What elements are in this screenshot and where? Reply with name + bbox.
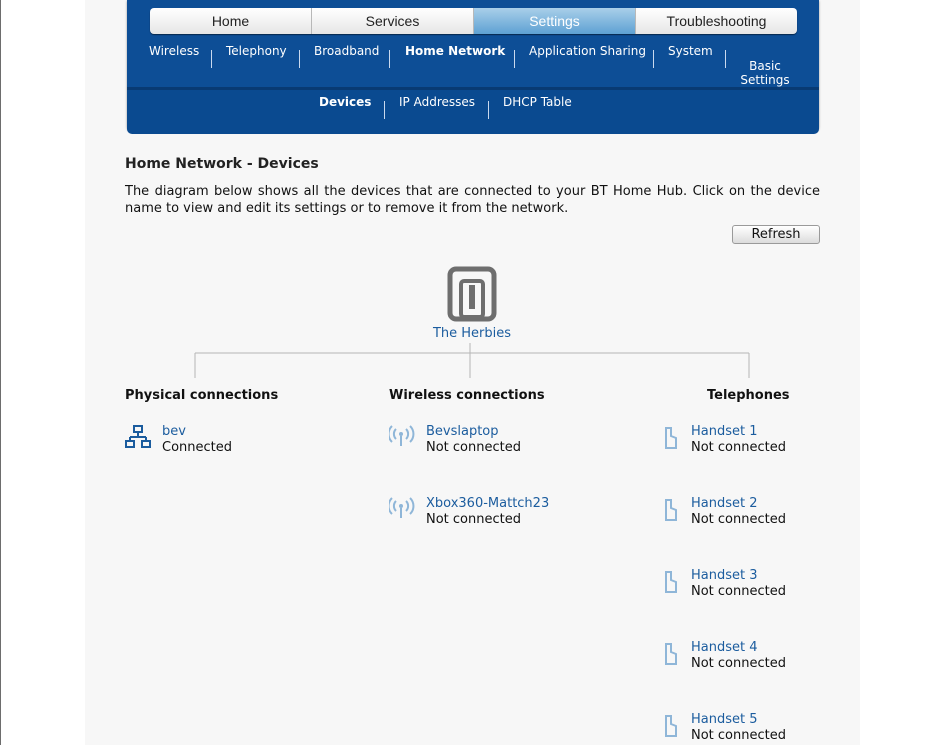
subnav-separator	[211, 50, 212, 68]
handset-icon	[654, 712, 680, 738]
subnav-separator	[514, 50, 515, 68]
subtab-wireless[interactable]: Wireless	[149, 44, 200, 58]
tab-services[interactable]: Services	[312, 8, 474, 34]
physical-connections-heading: Physical connections	[125, 388, 279, 403]
device-name-link[interactable]: Xbox360-Mattch23	[426, 496, 550, 511]
refresh-button[interactable]: Refresh	[732, 225, 820, 244]
subtab-devices[interactable]: Devices	[319, 95, 372, 109]
settings-subnav	[127, 44, 819, 87]
subtab-home-network[interactable]: Home Network	[405, 44, 506, 58]
handset-icon	[654, 568, 680, 594]
subnav-separator	[299, 50, 300, 68]
device-name-link[interactable]: Bevslaptop	[426, 424, 499, 439]
device-name-link[interactable]: Handset 5	[691, 712, 758, 727]
subnav-separator	[389, 50, 390, 68]
subtab-basic-settings[interactable]	[740, 59, 790, 87]
tab-settings[interactable]: Settings	[474, 8, 636, 34]
subtab-dhcp-table[interactable]: DHCP Table	[503, 95, 572, 109]
main-navigation	[127, 0, 819, 131]
device-status: Not connected	[691, 440, 786, 455]
subtab-telephony[interactable]: Telephony	[226, 44, 287, 58]
device-status: Not connected	[691, 584, 786, 599]
subtab-basic-settings-line1: Basic	[749, 59, 781, 73]
home-network-subnav	[127, 95, 819, 125]
device-name-link[interactable]: Handset 1	[691, 424, 758, 439]
page-title: Home Network - Devices	[125, 156, 319, 172]
telephones-heading: Telephones	[707, 388, 790, 403]
subnav-separator	[488, 101, 489, 119]
subtab-basic-settings-line2: Settings	[740, 73, 790, 87]
device-status: Not connected	[691, 656, 786, 671]
device-name-link[interactable]: Handset 2	[691, 496, 758, 511]
hub-name-link[interactable]: The Herbies	[432, 326, 512, 341]
device-status: Not connected	[691, 728, 786, 743]
page-content	[85, 0, 860, 745]
device-status: Not connected	[426, 512, 521, 527]
main-tab-bar	[150, 8, 797, 34]
page-description: The diagram below shows all the devices that are connected to your BT Home Hub. Click on the device name to view and edit its settings or to remove it from the network.	[125, 184, 820, 216]
subtab-system[interactable]: System	[668, 44, 713, 58]
window-left-border	[0, 0, 1, 745]
tab-home[interactable]: Home	[150, 8, 312, 34]
wireless-icon	[389, 424, 415, 450]
subnav-separator	[725, 50, 726, 68]
subtab-broadband[interactable]: Broadband	[314, 44, 380, 58]
device-name-link[interactable]: Handset 3	[691, 568, 758, 583]
handset-icon	[654, 424, 680, 450]
subnav-separator	[653, 50, 654, 68]
subtab-ip-addresses[interactable]: IP Addresses	[399, 95, 476, 109]
router-hub-icon[interactable]	[446, 265, 498, 325]
subtab-application-sharing[interactable]: Application Sharing	[529, 44, 646, 58]
subnav-separator	[384, 101, 385, 119]
device-name-link[interactable]: Handset 4	[691, 640, 758, 655]
wireless-icon	[389, 496, 415, 522]
handset-icon	[654, 496, 680, 522]
device-status: Connected	[162, 440, 233, 455]
device-status: Not connected	[691, 512, 786, 527]
tab-troubleshooting[interactable]: Troubleshooting	[636, 8, 797, 34]
handset-icon	[654, 640, 680, 666]
wireless-connections-heading: Wireless connections	[389, 388, 545, 403]
network-icon	[125, 424, 151, 450]
device-name-link[interactable]: bev	[162, 424, 186, 439]
device-status: Not connected	[426, 440, 521, 455]
